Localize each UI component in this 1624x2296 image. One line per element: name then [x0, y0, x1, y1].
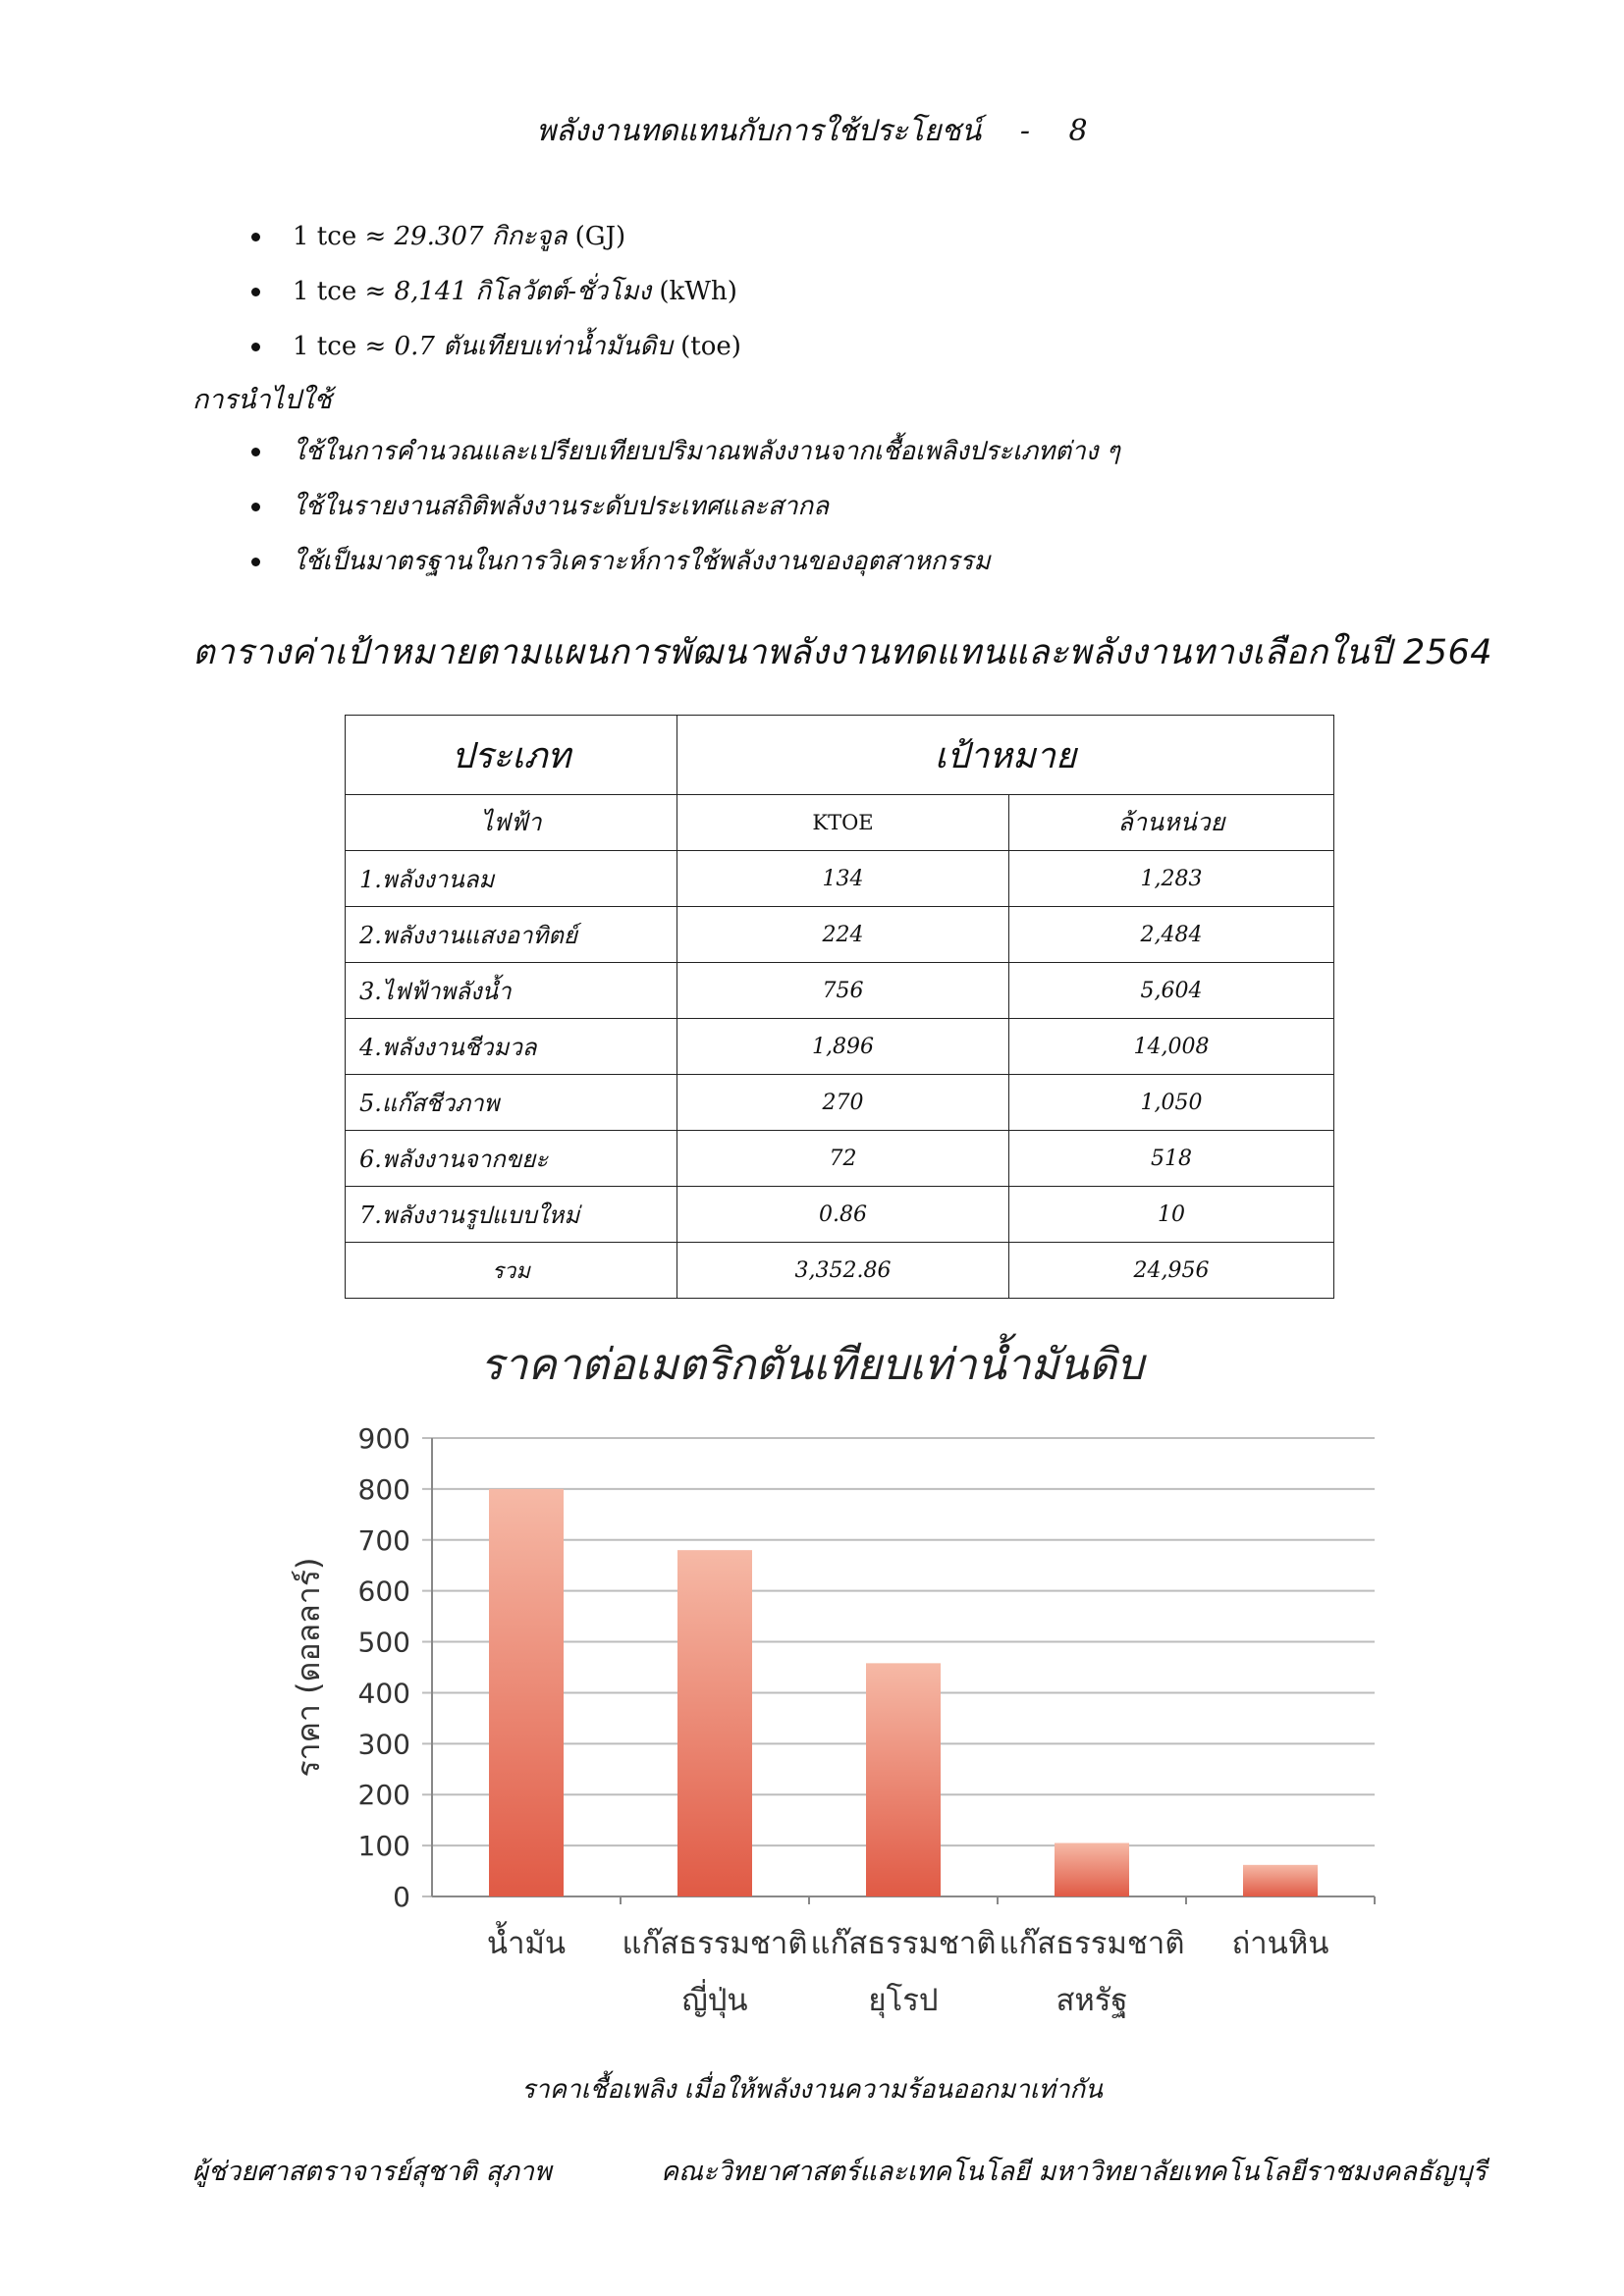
- row-units: 1,050: [1009, 1075, 1334, 1131]
- y-tick-label: 700: [357, 1523, 410, 1557]
- chart-title: ราคาต่อเมตริกตันเทียบเท่าน้ำมันดิบ: [480, 1340, 1144, 1390]
- x-category-label: แก๊สธรรมชาติ: [999, 1926, 1185, 1961]
- header-type: ประเภท: [346, 716, 677, 795]
- y-tick-label: 500: [357, 1626, 410, 1659]
- usage-heading: การนำไปใช้: [192, 385, 332, 415]
- usage-item: ใช้ในการคำนวณและเปรียบเทียบปริมาณพลังงานจากเชื้อเพลิงประเภทต่าง ๆ: [245, 424, 1120, 479]
- row-name: 2.พลังงานแสงอาทิตย์: [346, 907, 677, 963]
- subheader-units: ล้านหน่วย: [1009, 795, 1334, 851]
- row-ktoe: 134: [677, 851, 1009, 907]
- price-bar-chart: [265, 1404, 1394, 2061]
- table-row: [346, 1131, 1334, 1187]
- y-tick-label: 100: [357, 1830, 410, 1863]
- subheader-ktoe: KTOE: [677, 795, 1009, 851]
- x-category-label: แก๊สธรรมชาติ: [622, 1926, 808, 1961]
- row-units: 5,604: [1009, 963, 1334, 1019]
- table-total-row: [346, 1243, 1334, 1299]
- x-category-label: แก๊สธรรมชาติ: [810, 1926, 997, 1961]
- conversion-list: [245, 209, 741, 374]
- table-title: ตารางค่าเป้าหมายตามแผนการพัฒนาพลังงานทดแทนและพลังงานทางเลือกในปี 2564: [192, 633, 1493, 672]
- table-row: [346, 963, 1334, 1019]
- row-ktoe: 72: [677, 1131, 1009, 1187]
- usage-list: [245, 424, 1120, 589]
- bar: [866, 1663, 941, 1896]
- usage-item: ใช้ในรายงานสถิติพลังงานระดับประเทศและสากล: [245, 479, 1120, 534]
- row-ktoe: 1,896: [677, 1019, 1009, 1075]
- row-units: 518: [1009, 1131, 1334, 1187]
- conversion-item: 1 tce ≈ 8,141 กิโลวัตต์-ชั่วโมง (kWh): [245, 264, 741, 319]
- bar: [489, 1489, 564, 1896]
- row-ktoe: 270: [677, 1075, 1009, 1131]
- table-row: [346, 851, 1334, 907]
- y-tick-label: 800: [357, 1472, 410, 1506]
- row-ktoe: 756: [677, 963, 1009, 1019]
- header-separator: -: [1019, 114, 1030, 148]
- x-category-label: น้ำมัน: [486, 1926, 567, 1961]
- row-ktoe: 0.86: [677, 1187, 1009, 1243]
- row-units: 14,008: [1009, 1019, 1334, 1075]
- bar: [1243, 1865, 1318, 1896]
- row-ktoe: 224: [677, 907, 1009, 963]
- row-units: 2,484: [1009, 907, 1334, 963]
- table-row: [346, 907, 1334, 963]
- row-units: 1,283: [1009, 851, 1334, 907]
- row-name: 3.ไฟฟ้าพลังน้ำ: [346, 963, 677, 1019]
- header-target: เป้าหมาย: [677, 716, 1334, 795]
- y-tick-label: 900: [357, 1422, 410, 1455]
- usage-item: ใช้เป็นมาตรฐานในการวิเคราะห์การใช้พลังงานของอุตสาหกรรม: [245, 534, 1120, 589]
- y-tick-label: 0: [393, 1881, 410, 1913]
- bar: [1055, 1843, 1129, 1896]
- row-name: 4.พลังงานชีวมวล: [346, 1019, 677, 1075]
- x-category-label: สหรัฐ: [1056, 1983, 1128, 2018]
- table-row: [346, 1187, 1334, 1243]
- total-label: รวม: [346, 1243, 677, 1299]
- x-category-label: ถ่านหิน: [1231, 1926, 1329, 1961]
- total-ktoe: 3,352.86: [677, 1243, 1009, 1299]
- conversion-item: 1 tce ≈ 29.307 กิกะจูล (GJ): [245, 209, 741, 264]
- total-units: 24,956: [1009, 1243, 1334, 1299]
- targets-table: [345, 715, 1334, 1299]
- conversion-item: 1 tce ≈ 0.7 ตันเทียบเท่าน้ำมันดิบ (toe): [245, 319, 741, 374]
- row-name: 7.พลังงานรูปแบบใหม่: [346, 1187, 677, 1243]
- row-name: 6.พลังงานจากขยะ: [346, 1131, 677, 1187]
- footer-author: ผู้ช่วยศาสตราจารย์สุชาติ สุภาพ: [192, 2157, 552, 2187]
- row-units: 10: [1009, 1187, 1334, 1243]
- chart-caption: ราคาเชื้อเพลิง เมื่อให้พลังงานความร้อนออกมาเท่ากัน: [521, 2075, 1103, 2105]
- page-header: [0, 108, 1624, 154]
- x-category-label: ยุโรป: [868, 1983, 939, 2018]
- y-tick-label: 400: [357, 1677, 410, 1710]
- row-name: 1.พลังงานลม: [346, 851, 677, 907]
- table-row: [346, 1075, 1334, 1131]
- footer-affiliation: คณะวิทยาศาสตร์และเทคโนโลยี มหาวิทยาลัยเทคโนโลยีราชมงคลธัญบุรี: [661, 2157, 1487, 2187]
- table-subheader-row: [346, 795, 1334, 851]
- bar: [677, 1550, 752, 1896]
- y-tick-label: 200: [357, 1779, 410, 1812]
- row-name: 5.แก๊สชีวภาพ: [346, 1075, 677, 1131]
- y-tick-label: 300: [357, 1728, 410, 1761]
- table-row: [346, 1019, 1334, 1075]
- subheader-electric: ไฟฟ้า: [346, 795, 677, 851]
- y-axis-label: ราคา (ดอลลาร์): [290, 1557, 327, 1778]
- x-category-label: ญี่ปุ่น: [681, 1983, 748, 2018]
- page-number: 8: [1068, 114, 1088, 148]
- y-tick-label: 600: [357, 1575, 410, 1608]
- header-title: พลังงานทดแทนกับการใช้ประโยชน์: [536, 114, 982, 148]
- table-header-row: [346, 716, 1334, 795]
